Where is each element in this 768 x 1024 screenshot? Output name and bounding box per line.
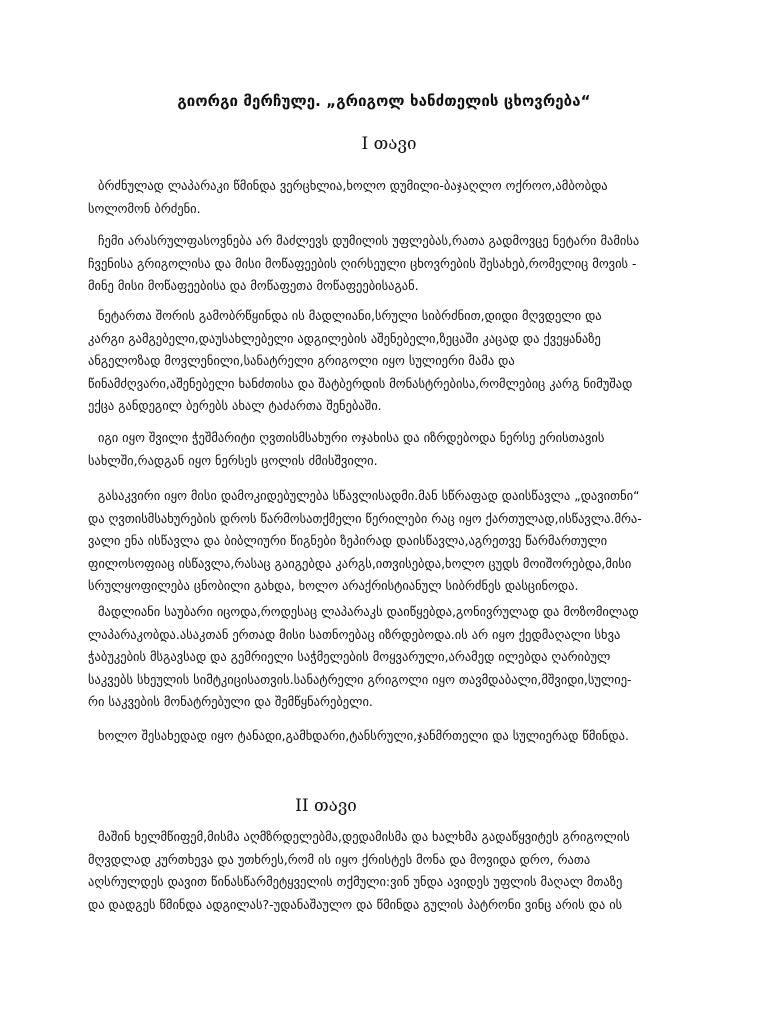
text-line: ანგელოზად მოვლენილი,სანატრელი გრიგოლი იყო სულიერი მამა და: [88, 353, 515, 368]
text-line: ბრძნულად ლაპარაკი წმინდა ვერცხლია,ხოლო დუმილი-ბაჯაღლო ოქროო,ამბობდა: [98, 178, 608, 193]
text-line: ფილოსოფიაც ისწავლა,რასაც გაიგებდა კარგს,ითვისებდა,ხოლო ცუდს მოიშორებდა,მისი: [88, 555, 632, 571]
text-line: აღსრულდეს დავით წინასწარმეტყველის თქმული:ვინ უნდა ავიდეს უფლის მაღალ მთაზე: [88, 874, 623, 889]
paragraph: [88, 485, 678, 598]
text-line: ჩვენისა გრიგოლისა და მისი მოწაფეების ღირსეული ცხოვრების შესახებ,რომელიც მოვის -: [88, 255, 637, 271]
text-line: მაშინ ხელმწიფემ,მისმა აღმზრდელებმა,დედამისმა და ხალხმა გადაწყვიტეს გრიგოლის: [98, 829, 630, 844]
text-line: იგი იყო შვილი ჭეშმარიტი ღვთისმსახური ოჯახისა და იზრდებოდა ნერსე ერისთავის: [98, 430, 605, 445]
chapter-1-heading: I თავი: [361, 134, 417, 154]
text-line: გასაკვირი იყო მისი დამოკიდებულება სწავლისადმი.მან სწრაფად დაისწავლა „დავითნი“: [98, 488, 640, 503]
text-line: და დადგეს წმინდა ადგილას?-უდანაშაულო და წმინდა გულის პატრონი ვინც არის და ის: [88, 896, 623, 912]
text-line: კარგი გამგებელი,დაუსახლებელი ადგილების აშენებელი,ზეცაში კაცად და ქვეყანაზე: [88, 330, 601, 346]
text-line: წინამძღვარი,აშენებელი ხანძთისა და შატბერდის მონასტრებისა,რომლებიც კარგ ნიმუშად: [88, 375, 633, 391]
text-line: ხოლო შესახედად იყო ტანადი,გამხდარი,ტანსრული,ჯანმრთელი და სულიერად წმინდა.: [98, 728, 629, 743]
text-line: სოლომონ ბრძენი.: [88, 200, 201, 216]
paragraph: [88, 175, 678, 220]
text-line: ლაპარაკობდა.ასაკთან ერთად მისი სათნოებაც იზრდებოდა.ის არ იყო ქედმაღალი სხვა: [88, 626, 621, 642]
paragraph: [88, 601, 678, 714]
text-line: მინე მისი მოწაფეებისა და მოწაფეთა მოწაფეებისაგან.: [88, 278, 419, 293]
text-line: ექცა განდეგილ ბერებს ახალ ტაძართა შენებაში.: [88, 398, 382, 413]
paragraph: [88, 725, 678, 748]
text-line: ვალი ენა ისწავლა და ბიბლიური წიგნები ზეპირად დაისწავლა,აგრეთვე წარმართული: [88, 533, 608, 548]
text-line: მადლიანი საუბარი იცოდა,როდესაც ლაპარაკს დაიწყებდა,გონივრულად და მოზომილად: [98, 604, 639, 619]
text-line: ჩემი არასრულფასოვნება არ მაძლევს დუმილის უფლებას,რათა გადმოვცე ნეტარი მამისა: [98, 233, 640, 248]
text-line: სრულყოფილება ცნობილი გახდა, ხოლო არაქრისტიანულ სიბრძნეს დასცინოდა.: [88, 578, 579, 593]
text-line: და ღვთისმსახურების დროს წარმოსათქმელი წერილები რაც იყო ქართულად,ისწავლა.მრა-: [88, 510, 642, 526]
text-line: მღვდლად კურთხევა და უთხრეს,რომ ის იყო ქრისტეს მონა და მოვიდა დრო, რათა: [88, 851, 591, 867]
text-line: ნეტართა შორის გამობრწყინდა ის მადლიანი,სრული სიბრძნით,დიდი მღვდელი და: [98, 308, 602, 323]
paragraph: [88, 427, 678, 472]
text-line: ჭაბუკების მსგავსად და გემრიელი საჭმელების მოყვარული,არამედ ილებდა ღარიბულ: [88, 649, 611, 664]
text-line: საკვებს სხეულის სიმტკიცისათვის.სანატრელი გრიგოლი იყო თავმდაბალი,მშვიდი,სულიე-: [88, 671, 632, 687]
paragraph: [88, 230, 678, 298]
paragraph: [88, 305, 678, 418]
document-title: გიორგი მერჩულე. „გრიგოლ ხანძთელის ცხოვრება“: [177, 92, 591, 110]
paragraph: [88, 826, 678, 916]
text-line: რი საკვების მონატრებული და შემწყნარებელი.: [88, 694, 373, 709]
chapter-2-heading: II თავი: [295, 796, 357, 816]
text-line: სახლში,რადგან იყო ნერსეს ცოლის ძმისშვილი.: [88, 452, 378, 468]
